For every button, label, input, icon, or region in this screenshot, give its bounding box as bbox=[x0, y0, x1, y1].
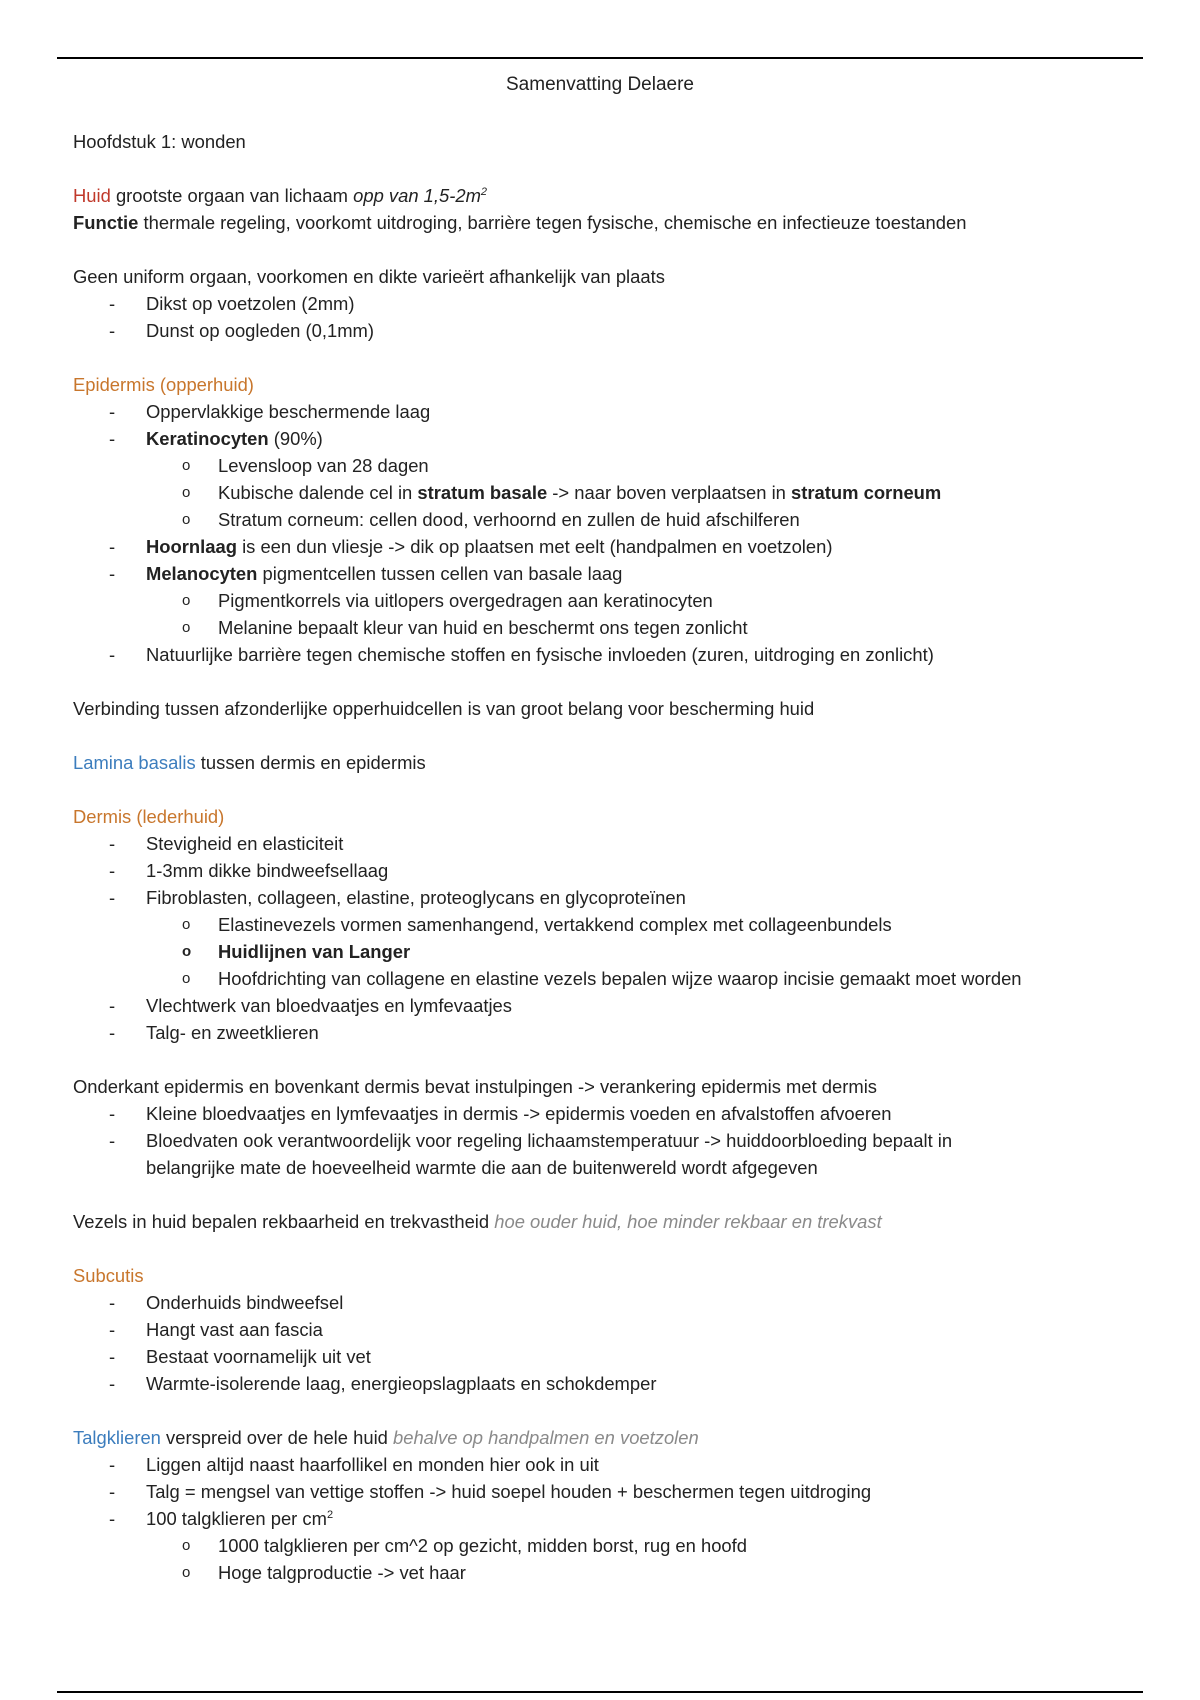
talg-term: Talgklieren bbox=[73, 1427, 161, 1448]
sub-list-item: o Stratum corneum: cellen dood, verhoornd en zullen de huid afschilferen bbox=[73, 506, 1133, 533]
document-body bbox=[73, 128, 1133, 1586]
list-item: - Kleine bloedvaatjes en lymfevaatjes in dermis -> epidermis voeden en afvalstoffen afvoeren bbox=[73, 1100, 1133, 1127]
onderkant-text: Onderkant epidermis en bovenkant dermis bevat instulpingen -> verankering epidermis met dermis bbox=[73, 1076, 877, 1097]
stratum-basale-term: stratum basale bbox=[417, 482, 548, 503]
talg-count-sup: 2 bbox=[326, 1508, 334, 1521]
page-title: Samenvatting Delaere bbox=[506, 74, 694, 95]
talg-line bbox=[73, 1424, 1133, 1451]
huid-line bbox=[73, 182, 1133, 209]
list-item: - Vlechtwerk van bloedvaatjes en lymfevaatjes bbox=[73, 992, 1133, 1019]
list-item: - Dikst op voetzolen (2mm) bbox=[73, 290, 1133, 317]
huid-term: Huid bbox=[73, 185, 111, 206]
sub-text: Kubische dalende cel in bbox=[218, 482, 418, 503]
lamina-text: tussen dermis en epidermis bbox=[195, 752, 426, 773]
sub-list-item: o 1000 talgklieren per cm^2 op gezicht, midden borst, rug en hoofd bbox=[73, 1532, 1133, 1559]
sub-list-item: o Hoge talgproductie -> vet haar bbox=[73, 1559, 1133, 1586]
chapter-heading: Hoofdstuk 1: wonden bbox=[73, 131, 246, 152]
sub-list-item: o Pigmentkorrels via uitlopers overgedragen aan keratinocyten bbox=[73, 587, 1133, 614]
verbinding-text: Verbinding tussen afzonderlijke opperhuidcellen is van groot belang voor bescherming huid bbox=[73, 698, 815, 719]
huid-text: grootste orgaan van lichaam bbox=[110, 185, 354, 206]
stratum-corneum-term: stratum corneum bbox=[791, 482, 942, 503]
uniform-text: Geen uniform orgaan, voorkomen en dikte varieërt afhankelijk van plaats bbox=[73, 266, 665, 287]
sub-list-item: o Elastinevezels vormen samenhangend, vertakkend complex met collageenbundels bbox=[73, 911, 1133, 938]
subcutis-heading: Subcutis bbox=[73, 1265, 144, 1286]
epidermis-heading: Epidermis (opperhuid) bbox=[73, 374, 254, 395]
list-item bbox=[73, 533, 1133, 560]
vezels-text: Vezels in huid bepalen rekbaarheid en trekvastheid bbox=[73, 1211, 495, 1232]
list-item: - Stevigheid en elasticiteit bbox=[73, 830, 1133, 857]
list-item: - Oppervlakkige beschermende laag bbox=[73, 398, 1133, 425]
functie-line bbox=[73, 209, 1133, 236]
list-item: - Natuurlijke barrière tegen chemische stoffen en fysische invloeden (zuren, uitdroging en zonlicht) bbox=[73, 641, 1133, 668]
list-item: - Fibroblasten, collageen, elastine, proteoglycans en glycoproteïnen bbox=[73, 884, 1133, 911]
huid-opp: opp van 1,5-2m bbox=[353, 185, 481, 206]
list-item: - Liggen altijd naast haarfollikel en monden hier ook in uit bbox=[73, 1451, 1133, 1478]
sub-list-item: o Huidlijnen van Langer bbox=[73, 938, 1133, 965]
melanocyten-term: Melanocyten bbox=[146, 563, 258, 584]
hoornlaag-term: Hoornlaag bbox=[146, 536, 237, 557]
list-item: - Warmte-isolerende laag, energieopslagplaats en schokdemper bbox=[73, 1370, 1133, 1397]
melanocyten-text: pigmentcellen tussen cellen van basale laag bbox=[257, 563, 623, 584]
list-item: - Onderhuids bindweefsel bbox=[73, 1289, 1133, 1316]
keratinocyten-term: Keratinocyten bbox=[146, 428, 269, 449]
functie-term: Functie bbox=[73, 212, 139, 233]
list-item bbox=[73, 1505, 1133, 1532]
sub-text: -> naar boven verplaatsen in bbox=[547, 482, 792, 503]
top-rule bbox=[57, 57, 1143, 59]
vezels-line bbox=[73, 1208, 1133, 1235]
list-item: - Hangt vast aan fascia bbox=[73, 1316, 1133, 1343]
lamina-line bbox=[73, 749, 1133, 776]
list-item: - Bestaat voornamelijk uit vet bbox=[73, 1343, 1133, 1370]
list-item: - Bloedvaten ook verantwoordelijk voor regeling lichaamstemperatuur -> huiddoorbloeding bepaalt in bbox=[73, 1127, 1133, 1154]
list-item-continuation: belangrijke mate de hoeveelheid warmte die aan de buitenwereld wordt afgegeven bbox=[146, 1157, 818, 1178]
list-item: - 1-3mm dikke bindweefsellaag bbox=[73, 857, 1133, 884]
talg-count-text: 100 talgklieren per cm bbox=[146, 1508, 327, 1529]
sub-list-item: o Levensloop van 28 dagen bbox=[73, 452, 1133, 479]
huid-opp-sup: 2 bbox=[480, 185, 488, 198]
list-item bbox=[73, 425, 1133, 452]
talg-note: behalve op handpalmen en voetzolen bbox=[393, 1427, 699, 1448]
sub-list-item: o Hoofdrichting van collagene en elastine vezels bepalen wijze waarop incisie gemaakt moet worden bbox=[73, 965, 1133, 992]
list-item: - Dunst op oogleden (0,1mm) bbox=[73, 317, 1133, 344]
sub-list-item bbox=[73, 479, 1133, 506]
bottom-rule bbox=[57, 1691, 1143, 1693]
list-item bbox=[73, 560, 1133, 587]
vezels-note: hoe ouder huid, hoe minder rekbaar en trekvast bbox=[494, 1211, 882, 1232]
dermis-heading: Dermis (lederhuid) bbox=[73, 806, 225, 827]
keratinocyten-text: (90%) bbox=[268, 428, 323, 449]
list-item: - Talg = mengsel van vettige stoffen -> huid soepel houden + beschermen tegen uitdroging bbox=[73, 1478, 1133, 1505]
functie-text: thermale regeling, voorkomt uitdroging, barrière tegen fysische, chemische en infectieuze toestanden bbox=[138, 212, 967, 233]
hoornlaag-text: is een dun vliesje -> dik op plaatsen met eelt (handpalmen en voetzolen) bbox=[236, 536, 833, 557]
talg-text: verspreid over de hele huid bbox=[160, 1427, 393, 1448]
sub-list-item: o Melanine bepaalt kleur van huid en beschermt ons tegen zonlicht bbox=[73, 614, 1133, 641]
lamina-term: Lamina basalis bbox=[73, 752, 196, 773]
list-item: - Talg- en zweetklieren bbox=[73, 1019, 1133, 1046]
